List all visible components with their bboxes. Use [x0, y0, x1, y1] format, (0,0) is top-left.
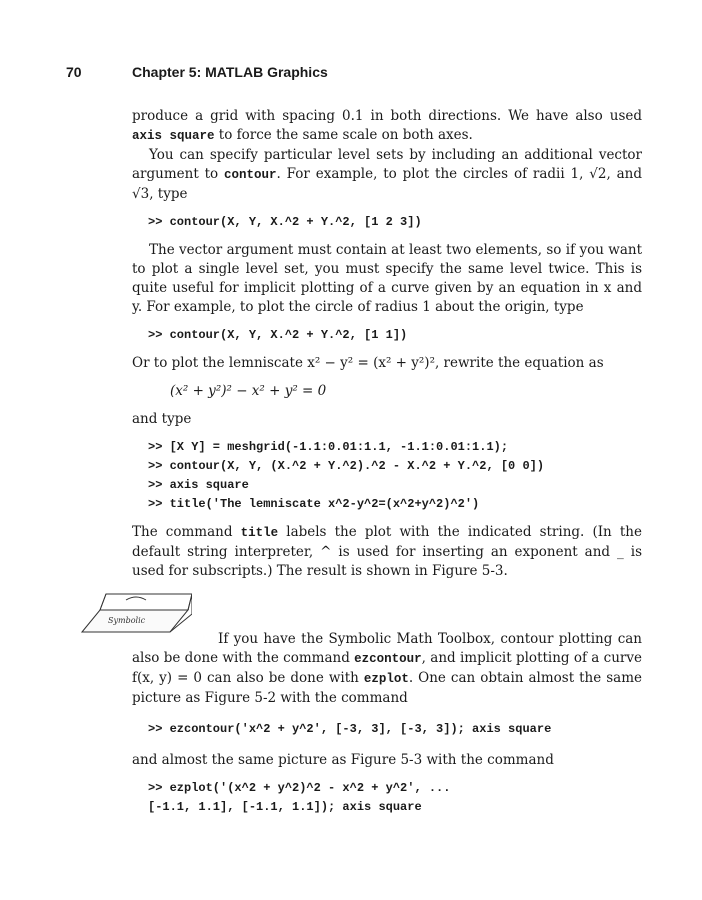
equation: (x² + y²)² − x² + y² = 0 [170, 383, 327, 399]
code-line: >> axis square [148, 478, 249, 492]
paragraph: and type [132, 411, 192, 427]
code-line: >> ezplot('(x^2 + y^2)^2 - x^2 + y^2', ... [148, 781, 451, 795]
paragraph: You can specify particular level sets by including an additional vector argument to contour. For example, to plot the circles of radii 1, √2, and √3, type [132, 147, 642, 202]
paragraph: and almost the same picture as Figure 5-3 with the command [132, 752, 554, 768]
chapter-title: Chapter 5: MATLAB Graphics [132, 64, 328, 80]
page-header [0, 64, 702, 86]
paragraph: Or to plot the lemniscate x² − y² = (x² + y²)², rewrite the equation as [132, 355, 604, 371]
page-body-lower [132, 630, 642, 817]
page-number: 70 [66, 64, 82, 80]
code-line: >> contour(X, Y, X.^2 + Y.^2, [1 2 3]) [148, 215, 422, 229]
symbolic-box-label: Symbolic [108, 616, 146, 625]
code-line: >> contour(X, Y, (X.^2 + Y.^2).^2 - X.^2 + Y.^2, [0 0]) [148, 459, 545, 473]
symbolic-toolbox-icon [80, 590, 192, 634]
code-line: >> contour(X, Y, X.^2 + Y.^2, [1 1]) [148, 328, 408, 342]
paragraph: produce a grid with spacing 0.1 in both directions. We have also used axis square to force the same scale on both axes. [132, 108, 642, 143]
code-line: >> title('The lemniscate x^2-y^2=(x^2+y^2)^2') [148, 497, 480, 511]
paragraph: If you have the Symbolic Math Toolbox, contour plotting can also be done with the command ezcontour, and implicit plotting of a curve f(x, y) = 0 can also be done with ezplot. One can obtain almost the same picture as Figure 5-2 with the command [132, 631, 643, 706]
page-body [132, 107, 642, 581]
paragraph: The vector argument must contain at least two elements, so if you want to plot a single level set, you must specify the same level twice. This is quite useful for implicit plotting of a curve given by an equation in x and y. For example, to plot the circle of radius 1 about the origin, type [132, 242, 642, 315]
code-line: >> ezcontour('x^2 + y^2', [-3, 3], [-3, 3]); axis square [148, 722, 552, 736]
code-line: >> [X Y] = meshgrid(-1.1:0.01:1.1, -1.1:0.01:1.1); [148, 440, 509, 454]
paragraph: The command title labels the plot with the indicated string. (In the default string interpreter, ^ is used for inserting an exponent and _ is used for subscripts.) The result is shown in Figure 5-3. [132, 524, 642, 579]
code-line: [-1.1, 1.1], [-1.1, 1.1]); axis square [148, 800, 422, 814]
